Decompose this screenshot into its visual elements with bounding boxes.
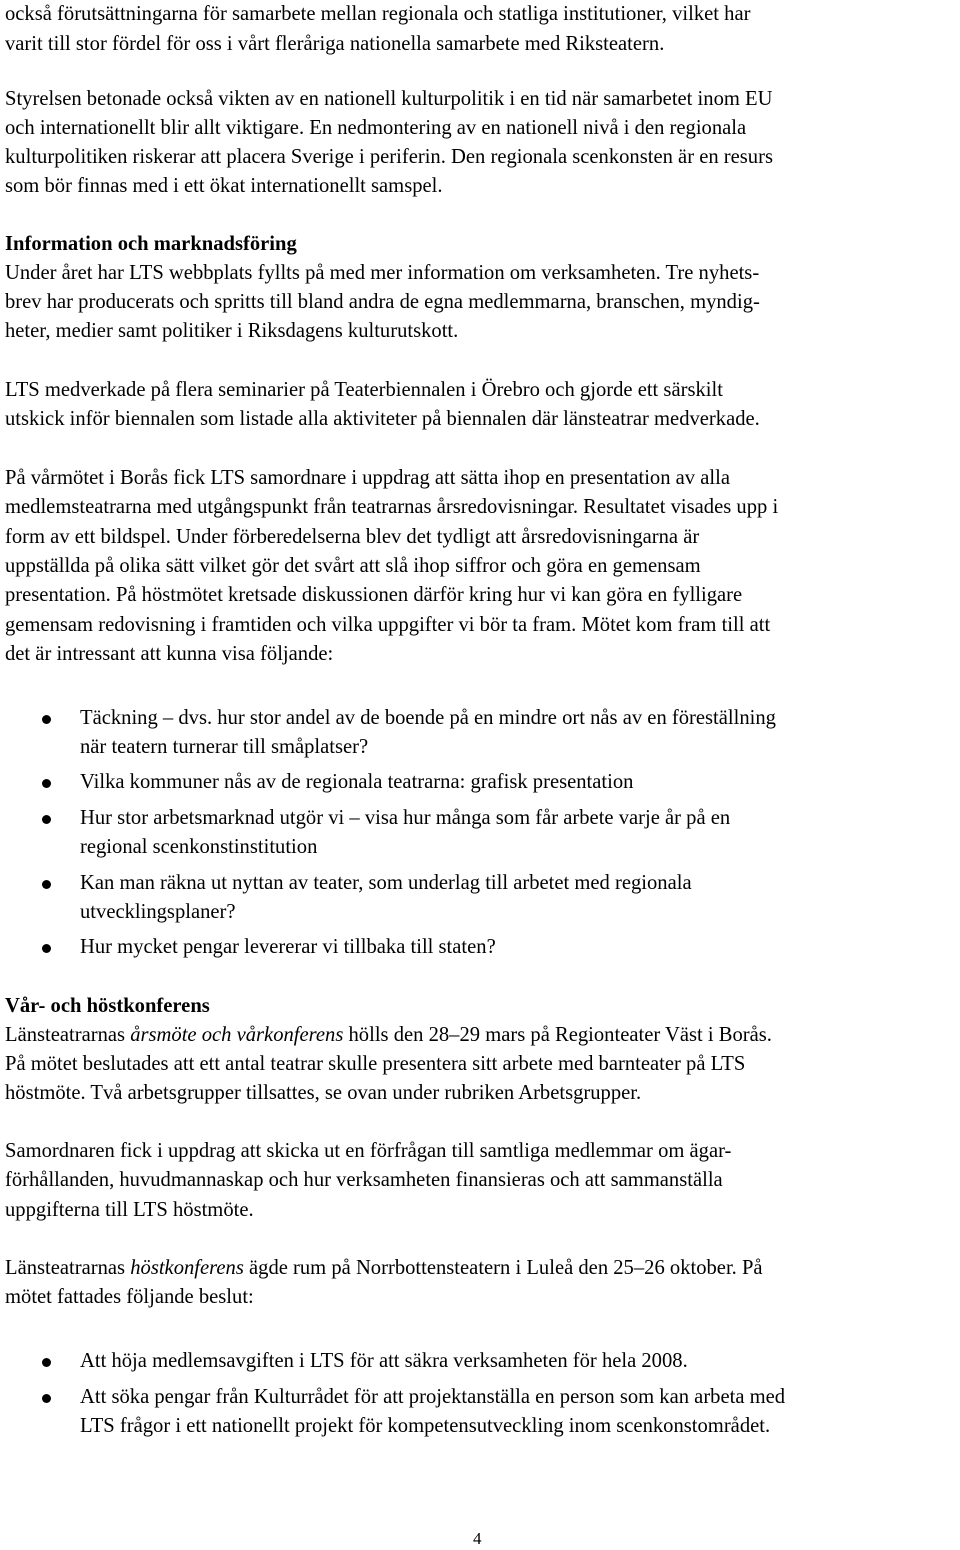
paragraph-2-line-1: Styrelsen betonade också vikten av en nationell kulturpolitik i en tid när samarbetet inom EU xyxy=(5,88,773,110)
paragraph-7-line-2: förhållanden, huvudmannaskap och hur verksamheten finansieras och att sammanställa xyxy=(5,1169,723,1191)
paragraph-5-line-2: medlemsteatrarna med utgångspunkt från teatrarnas årsredovisningar. Resultatet visades upp i xyxy=(5,496,779,518)
bullet-icon xyxy=(42,815,51,824)
section-heading-information: Information och marknadsföring xyxy=(5,233,297,255)
bullet-icon xyxy=(42,944,51,953)
bullet-icon xyxy=(42,715,51,724)
paragraph-8-line-2: mötet fattades följande beslut: xyxy=(5,1286,254,1308)
page-number: 4 xyxy=(473,1529,482,1548)
paragraph-7-line-3: uppgifterna till LTS höstmöte. xyxy=(5,1199,254,1221)
paragraph-6-line-2: På mötet beslutades att ett antal teatrar skulle presentera sitt arbete med barnteater på LTS xyxy=(5,1053,746,1075)
paragraph-1-line-1: också förutsättningarna för samarbete mellan regionala och statliga institutioner, vilket har xyxy=(5,3,751,25)
paragraph-4-line-2: utskick inför biennalen som listade alla aktiviteter på biennalen där länsteatrar medverkade. xyxy=(5,408,760,430)
paragraph-5-line-3: form av ett bildspel. Under förberedelserna blev det tydligt att årsredovisningarna är xyxy=(5,526,700,548)
paragraph-3-line-2: brev har producerats och spritts till bland andra de egna medlemmarna, branschen, myndig- xyxy=(5,291,760,313)
list-1-item-2: Vilka kommuner nås av de regionala teatrarna: grafisk presentation xyxy=(80,771,634,793)
paragraph-2-line-2: och internationellt blir allt viktigare. En nedmontering av en nationell nivå i den regionala xyxy=(5,117,747,139)
list-1-item-3-line-2: regional scenkonstinstitution xyxy=(80,836,318,858)
paragraph-3-line-3: heter, medier samt politiker i Riksdagens kulturutskott. xyxy=(5,320,459,342)
paragraph-3-line-1: Under året har LTS webbplats fyllts på med mer information om verksamheten. Tre nyhets- xyxy=(5,262,760,284)
list-1-item-1-line-1: Täckning – dvs. hur stor andel av de boende på en mindre ort nås av en föreställning xyxy=(80,707,776,729)
bullet-icon xyxy=(42,1394,51,1403)
bullet-icon xyxy=(42,779,51,788)
list-1-item-4-line-1: Kan man räkna ut nyttan av teater, som underlag till arbetet med regionala xyxy=(80,872,692,894)
list-1-item-3-line-1: Hur stor arbetsmarknad utgör vi – visa hur många som får arbete varje år på en xyxy=(80,807,731,829)
paragraph-8-line-1: Länsteatrarnas höstkonferens ägde rum på Norrbottensteatern i Luleå den 25–26 oktober. På xyxy=(5,1257,763,1279)
paragraph-4-line-1: LTS medverkade på flera seminarier på Teaterbiennalen i Örebro och gjorde ett särskilt xyxy=(5,379,723,401)
bullet-icon xyxy=(42,880,51,889)
list-2-item-1: Att höja medlemsavgiften i LTS för att säkra verksamheten för hela 2008. xyxy=(80,1350,688,1372)
paragraph-2-line-3: kulturpolitiken riskerar att placera Sverige i periferin. Den regionala scenkonsten är en resurs xyxy=(5,146,773,168)
paragraph-5-line-6: gemensam redovisning i framtiden och vilka uppgifter vi bör ta fram. Mötet kom fram till att xyxy=(5,614,771,636)
list-2-item-2-line-1: Att söka pengar från Kulturrådet för att projektanställa en person som kan arbeta med xyxy=(80,1386,786,1408)
paragraph-5-line-7: det är intressant att kunna visa följande: xyxy=(5,643,334,665)
paragraph-6-line-3: höstmöte. Två arbetsgrupper tillsattes, se ovan under rubriken Arbetsgrupper. xyxy=(5,1082,642,1104)
section-heading-konferens: Vår- och höstkonferens xyxy=(5,995,210,1017)
paragraph-2-line-4: som bör finnas med i ett ökat internationellt samspel. xyxy=(5,175,443,197)
bullet-icon xyxy=(42,1358,51,1367)
paragraph-1-line-2: varit till stor fördel för oss i vårt fleråriga nationella samarbete med Riksteatern. xyxy=(5,33,665,55)
list-1-item-4-line-2: utvecklingsplaner? xyxy=(80,901,236,923)
list-2-item-2-line-2: LTS frågor i ett nationellt projekt för kompetensutveckling inom scenkonstområdet. xyxy=(80,1415,771,1437)
list-1-item-5: Hur mycket pengar levererar vi tillbaka till staten? xyxy=(80,936,496,958)
paragraph-6-line-1: Länsteatrarnas årsmöte och vårkonferens hölls den 28–29 mars på Regionteater Väst i Borås. xyxy=(5,1024,772,1046)
paragraph-5-line-5: presentation. På höstmötet kretsade diskussionen därför kring hur vi kan göra en fylligare xyxy=(5,584,743,606)
list-1-item-1-line-2: när teatern turnerar till småplatser? xyxy=(80,736,369,758)
paragraph-5-line-4: uppställda på olika sätt vilket gör det svårt att slå ihop siffror och göra en gemensam xyxy=(5,555,701,577)
paragraph-7-line-1: Samordnaren fick i uppdrag att skicka ut en förfrågan till samtliga medlemmar om ägar- xyxy=(5,1140,732,1162)
paragraph-5-line-1: På vårmötet i Borås fick LTS samordnare i uppdrag att sätta ihop en presentation av alla xyxy=(5,467,730,489)
